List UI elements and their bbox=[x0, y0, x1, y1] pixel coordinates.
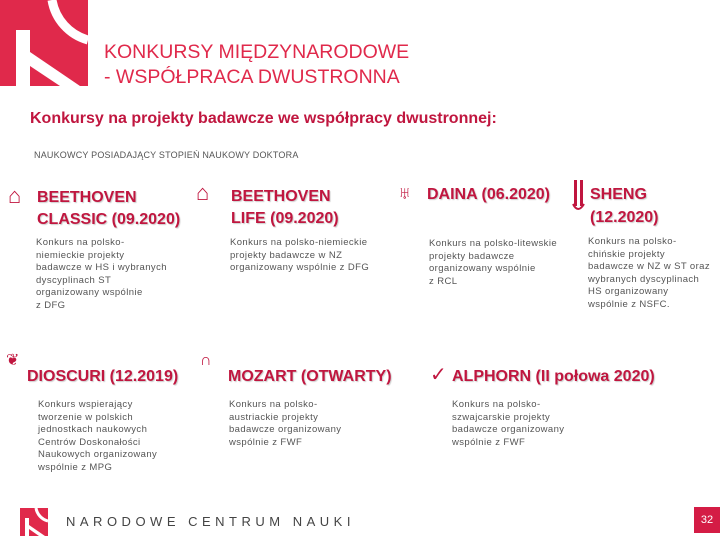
desc-line: badawcze organizowany bbox=[452, 424, 565, 436]
competition-desc bbox=[230, 237, 369, 275]
desc-line: wspólnie z MPG bbox=[38, 461, 113, 473]
piano-icon: ⌂ bbox=[8, 183, 22, 208]
alphorn-icon: ✓ bbox=[430, 364, 447, 386]
title-line-1: KONKURSY MIĘDZYNARODOWE bbox=[104, 41, 410, 63]
piano-leaf-icon: ⌂ bbox=[196, 180, 210, 205]
section-label: NAUKOWCY POSIADAJĄCY STOPIEŃ NAUKOWY DOKTORA bbox=[34, 150, 299, 160]
lyre-icon: ♅ bbox=[398, 183, 412, 203]
subtitle: Konkursy na projekty badawcze we współpracy dwustronnej: bbox=[30, 110, 497, 127]
title-line: (12.2020) bbox=[590, 209, 659, 226]
competition-desc bbox=[588, 236, 710, 312]
desc-line: Konkurs na polsko- bbox=[452, 399, 541, 410]
desc-line: organizowany wspólnie z DFG bbox=[230, 262, 370, 274]
desc-line: badawcze organizowany bbox=[229, 424, 342, 436]
desc-line: wspólnie z NSFC. bbox=[588, 298, 670, 310]
desc-line: z DFG bbox=[36, 299, 66, 311]
competition-title bbox=[27, 366, 178, 388]
desc-line: tworzenie w polskich bbox=[38, 411, 134, 423]
desc-line: organizowany wspólnie bbox=[36, 287, 143, 299]
competition-title bbox=[37, 187, 180, 231]
desc-line: jednostkach naukowych bbox=[38, 424, 148, 436]
desc-line: Centrów Doskonałości bbox=[38, 436, 141, 448]
wig-icon: ∩ bbox=[200, 352, 212, 369]
desc-line: badawcze w HS i wybranych bbox=[36, 262, 167, 274]
desc-line: Naukowych organizowany bbox=[38, 449, 158, 461]
title-line: DAINA (06.2020) bbox=[427, 186, 551, 203]
competition-title bbox=[590, 183, 659, 229]
desc-line: Konkurs na polsko- bbox=[36, 237, 125, 248]
desc-line: organizowany wspólnie bbox=[429, 263, 536, 275]
desc-line: z RCL bbox=[429, 275, 458, 287]
page-number: 32 bbox=[694, 507, 720, 533]
title-line: DIOSCURI (12.2019) bbox=[27, 368, 179, 385]
desc-line: wspólnie z FWF bbox=[229, 436, 303, 448]
ncn-logo-small bbox=[20, 508, 48, 536]
title-line: CLASSIC (09.2020) bbox=[37, 211, 181, 228]
title-line: BEETHOVEN bbox=[37, 189, 137, 206]
desc-line: chińskie projekty bbox=[588, 248, 666, 260]
desc-line: Konkurs na polsko-niemieckie bbox=[230, 237, 368, 248]
competition-title bbox=[452, 366, 655, 388]
title-line: BEETHOVEN bbox=[231, 188, 331, 205]
desc-line: Konkurs na polsko- bbox=[229, 399, 318, 410]
title-line-2: - WSPÓŁPRACA DWUSTRONNA bbox=[104, 66, 400, 88]
desc-line: wybranych dyscyplinach bbox=[588, 273, 700, 285]
desc-line: dyscyplinach ST bbox=[36, 274, 112, 286]
competition-title bbox=[228, 366, 392, 388]
desc-line: Konkurs wspierający bbox=[38, 399, 133, 410]
competition-desc bbox=[429, 238, 557, 288]
desc-line: szwajcarskie projekty bbox=[452, 411, 551, 423]
ncn-logo-large bbox=[0, 0, 88, 86]
desc-line: HS organizowany bbox=[588, 286, 669, 298]
competition-title bbox=[231, 186, 339, 230]
competition-desc bbox=[36, 237, 167, 313]
title-line: LIFE (09.2020) bbox=[231, 210, 339, 227]
title-line: SHENG bbox=[590, 186, 647, 203]
desc-line: niemieckie projekty bbox=[36, 249, 125, 261]
desc-line: projekty badawcze bbox=[429, 250, 515, 262]
desc-line: Konkurs na polsko- bbox=[588, 236, 677, 247]
competition-desc bbox=[229, 399, 341, 449]
desc-line: projekty badawcze w NZ bbox=[230, 249, 343, 261]
desc-line: wspólnie z FWF bbox=[452, 436, 526, 448]
competition-title bbox=[427, 184, 550, 206]
desc-line: badawcze w NZ w ST oraz bbox=[588, 261, 711, 273]
sheng-icon bbox=[572, 180, 588, 214]
competition-desc bbox=[452, 399, 564, 449]
laurel-icon: ❦ bbox=[6, 352, 20, 369]
desc-line: austriackie projekty bbox=[229, 411, 319, 423]
desc-line: Konkurs na polsko-litewskie bbox=[429, 238, 558, 249]
page-title bbox=[104, 40, 409, 90]
title-line: MOZART (OTWARTY) bbox=[228, 368, 392, 385]
competition-desc bbox=[38, 399, 157, 475]
title-line: ALPHORN (II połowa 2020) bbox=[452, 368, 655, 385]
org-name: NARODOWE CENTRUM NAUKI bbox=[66, 514, 355, 529]
